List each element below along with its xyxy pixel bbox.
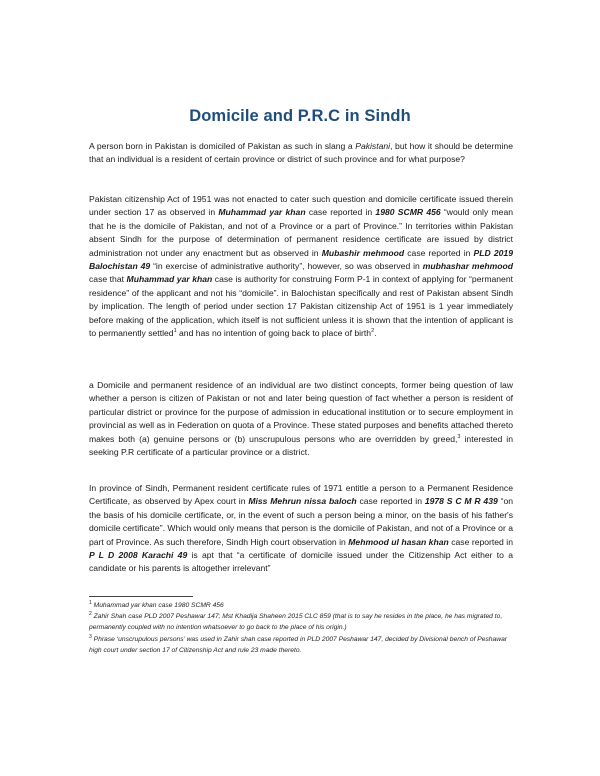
- citation: 1978 S C M R 439: [424, 496, 498, 507]
- paragraph-2: Pakistan citizenship Act of 1951 was not enacted to cater such question and domicile certificate issued therein under section 17 as observed in Muhammad yar khan case reported in 1980 SCMR 456 “would only mean that he is the domicile of Pakistan, and not of a Province or a part of Province.” In territories within Pakistan absent Sindh for the purpose of determination of permanent residence certificate are issued by district administration not under any enactment but as observed in Mubashir mehmood case reported in PLD 2019 Balochistan 49 “in exercise of administrative authority”, however, so was observed in mubhashar mehmood case that Muhammad yar khan case is authority for construing Form P-1 in context of applying for “permanent residence” of the applicant and not his “domicile”. in Balochistan specifically and rest of Pakistan absent Sindh by implication. The length of period under section 17 Pakistan citizenship Act of 1951 is 1 year immediately before making of the application, which itself is not sufficient unless it is shown that the intention of applicant is to permanently settled$^1$ and has no intention of going back to place of birth$^2$.: [89, 194, 514, 339]
- paragraph-3: a Domicile and permanent residence of an individual are two distinct concepts, former being question of law whether a person is citizen of Pakistan or not and later being question of fact whether a person is resident of particular district or province for the purpose of admission in educational institution or to secure employment in provincial as well as in Federation on quota of a Province. These stated purposes and benefits attached thereto makes both (a) genuine persons or (b) unscrupulous persons who are overridden by greed,$^3$ interested in seeking P.R certificate of a particular province or a district.: [89, 380, 513, 458]
- citation: P L D 2008 Karachi 49: [89, 550, 188, 561]
- footnote-3: $^3$ Phrase ‘unscrupulous persons’ was used in Zahir shah case reported in PLD 2007 Peshawar 147, decided by Divisional bench of Peshawar high court under section 17 of Citizenship Act and rule 23 made thereto.: [89, 633, 508, 654]
- footnotes: [89, 600, 513, 656]
- case-name: Miss Mehrun nissa baloch: [248, 496, 357, 507]
- case-name: Mehmood ul hasan khan: [348, 536, 449, 547]
- case-name: Mubashir mehmood: [321, 247, 405, 258]
- footnote-2: $^2$ Zahir Shah case PLD 2007 Peshawar 147; Mst Khadija Shaheen 2015 CLC 859 (that is to say he resides in the place, he has migrated to, permanently coupled with no intention whatsoever to go back to the place of his origin.): [89, 610, 503, 632]
- case-name: Muhammad yar khan: [126, 274, 213, 285]
- case-name: mubhashar mehmood: [422, 261, 513, 272]
- citation: PLD 2019 Balochistan 49: [89, 247, 513, 272]
- paragraph-1: A person born in Pakistan is domiciled of Pakistan as such in slang a Pakistani, but how it should be determine that an individual is a resident of certain province or district of such province and for what purpose?: [89, 141, 513, 165]
- footnote-ref-3[interactable]: 3: [457, 433, 461, 440]
- paragraph-4: In province of Sindh, Permanent resident certificate rules of 1971 entitle a person to a Permanent Residence Certificate, as observed by Apex court in Miss Mehrun nissa baloch case reported in 1978 S C M R 439 “on the basis of his domicile certificate, or, in the event of such a person being a minor, on the basis of his father's domicile certificate”. Which would only means that person is the domicile of Pakistan, and not of a Province or a part of Province. As such therefore, Sindh High court observation in Mehmood ul hasan khan case reported in P L D 2008 Karachi 49 is apt that “a certificate of domicile issued under the Citizenship Act either to a candidate or his parents is altogether irrelevant”: [89, 483, 514, 574]
- italic-term: Pakistani: [355, 141, 391, 151]
- footnote-separator: [89, 596, 193, 597]
- citation: 1980 SCMR 456: [375, 207, 441, 218]
- footnote-1: $^1$ Muhammad yar khan case 1980 SCMR 456: [89, 599, 224, 609]
- footnote-ref-2[interactable]: 2: [371, 328, 375, 335]
- document-title: Domicile and P.R.C in Sindh: [189, 107, 411, 125]
- footnote-ref-1[interactable]: 1: [173, 328, 177, 335]
- case-name: Muhammad yar khan: [218, 207, 306, 218]
